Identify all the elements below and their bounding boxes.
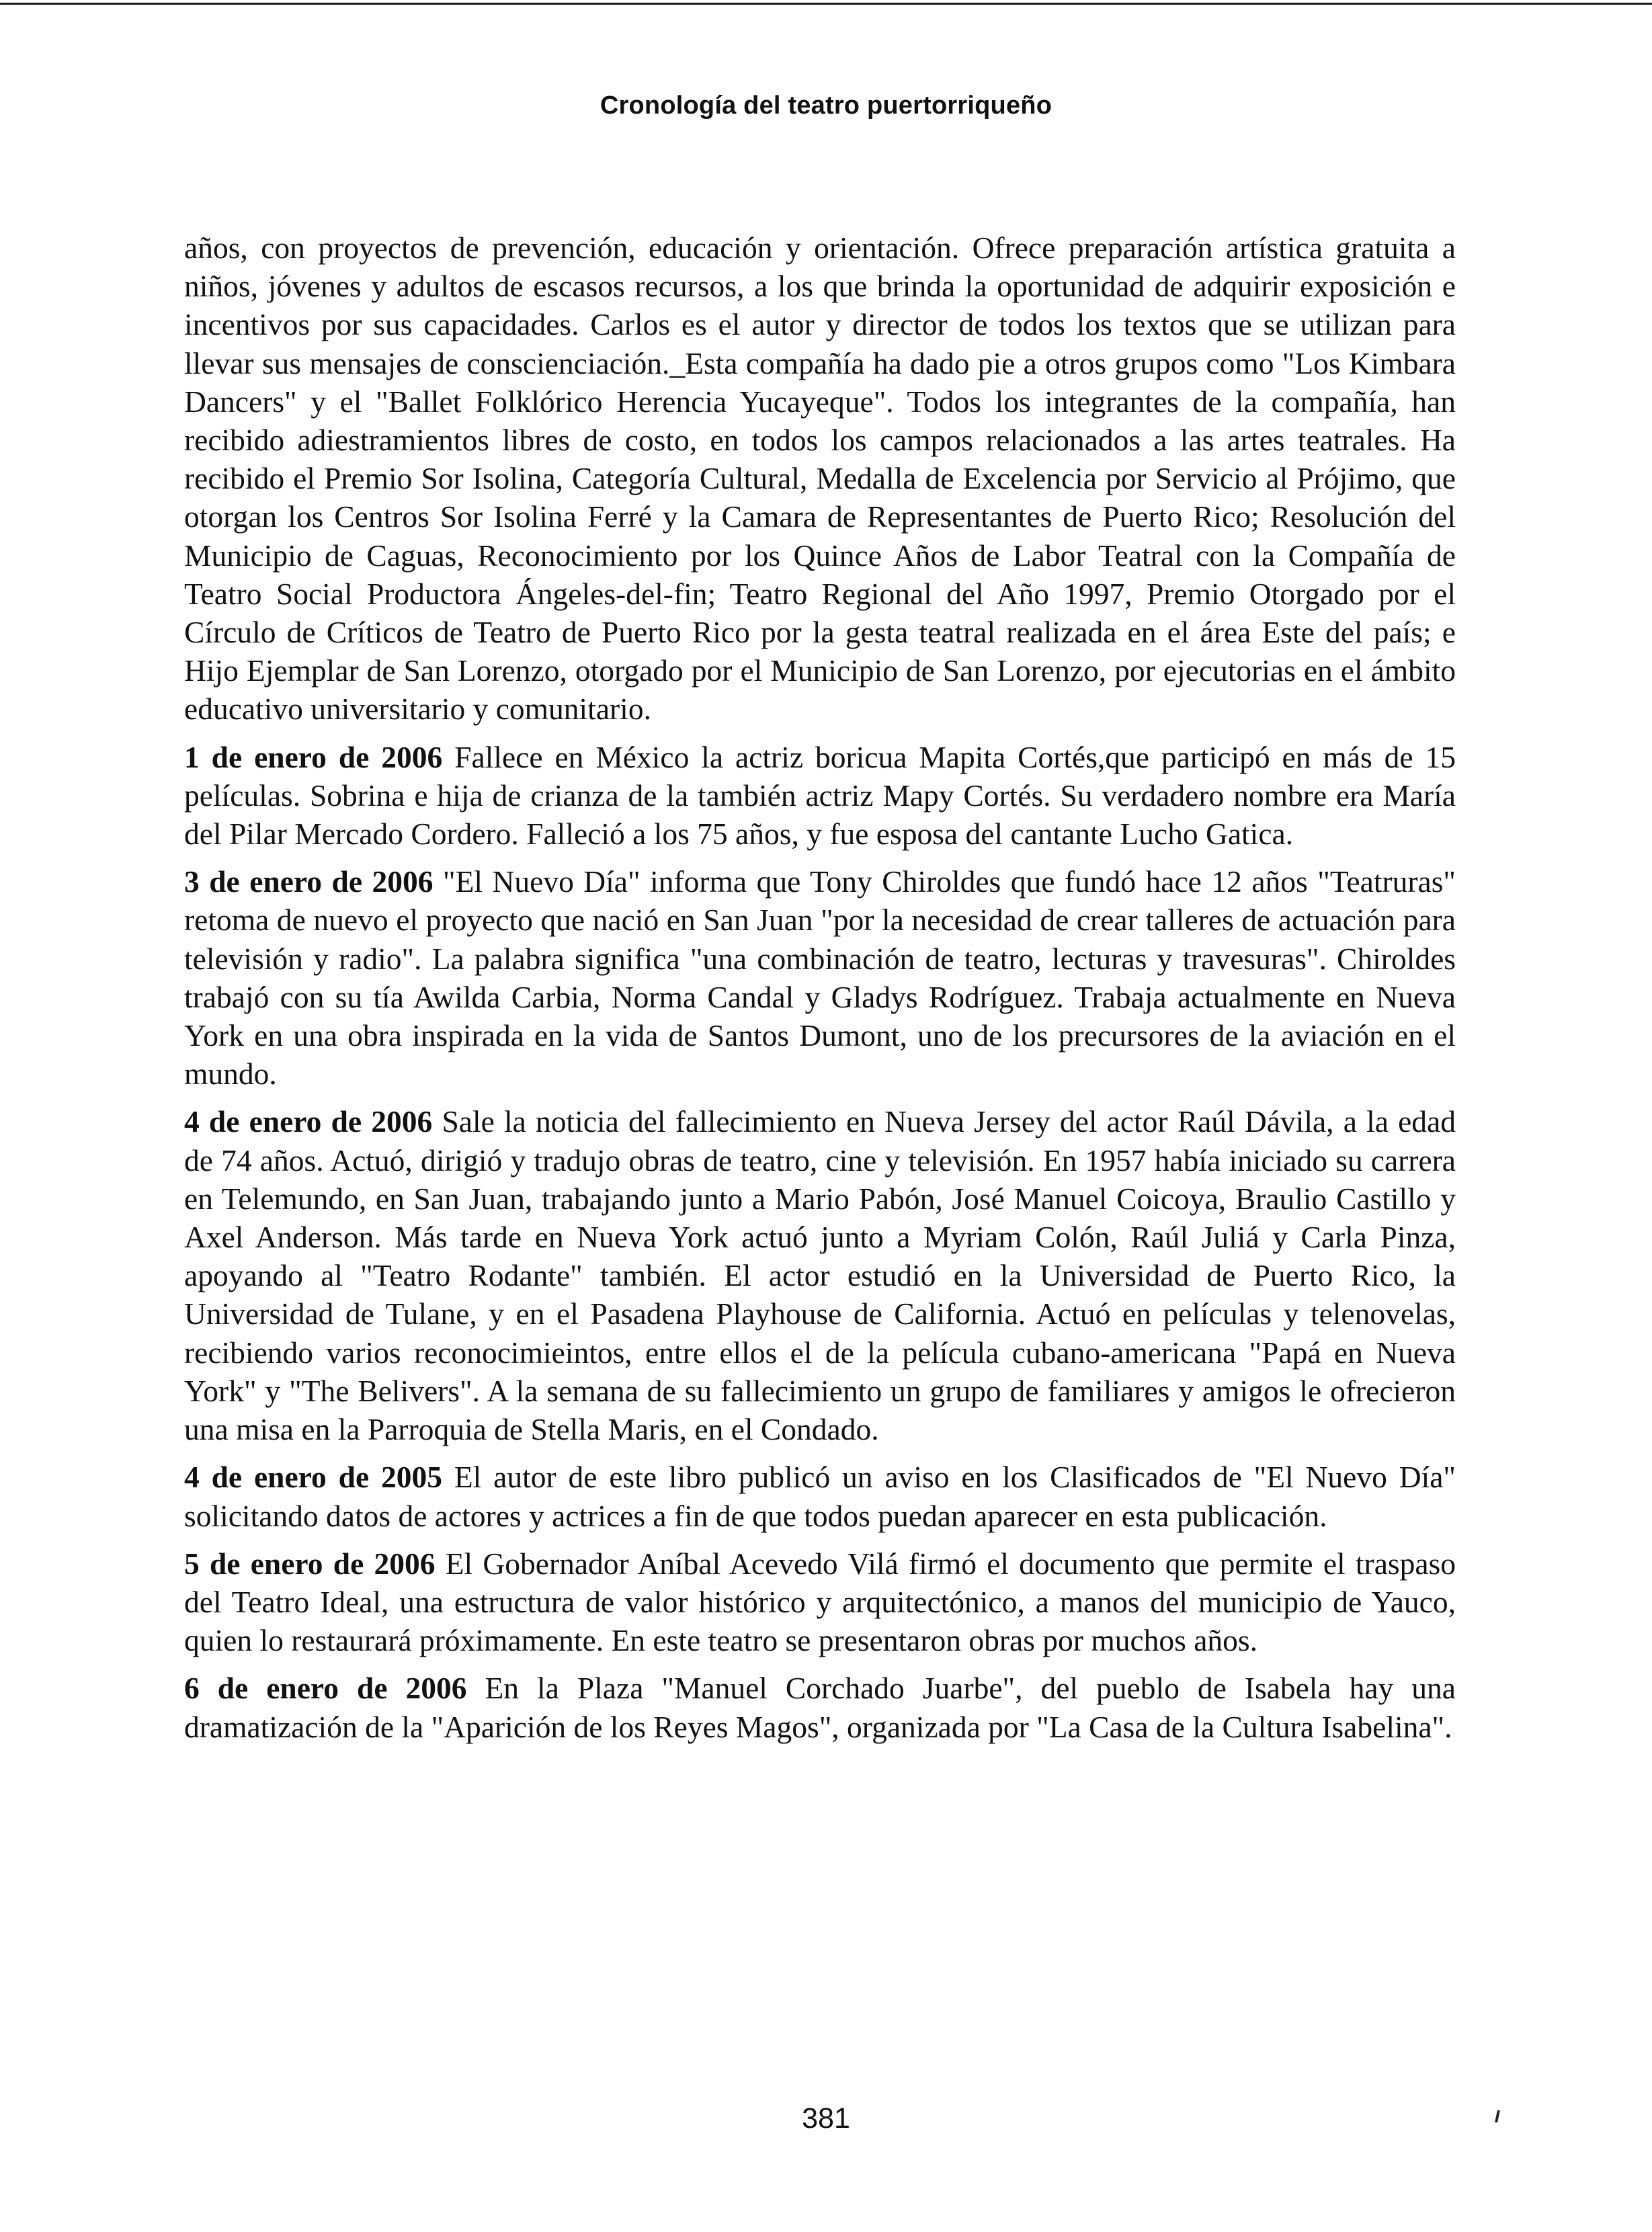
entry-text: "El Nuevo Día" informa que Tony Chiroldes que fundó hace 12 años "Teatruras" retoma de nuevo el proyecto que nació en San Juan "por la necesidad de crear talleres de actuación para televisión y radio". La palabra significa "una combinación de teatro, lecturas y travesuras". Chiroldes trabajó con su tía Awilda Carbia, Norma Candal y Gladys Rodríguez. Trabaja actualmente en Nueva York en una obra inspirada en la vida de Santos Dumont, uno de los precursores de la aviación en el mundo.: [184, 864, 1456, 1091]
entry-date: 5 de enero de 2006: [184, 1546, 436, 1581]
entry-text: El autor de este libro publicó un aviso en los Clasificados de "El Nuevo Día" solicitando datos de actores y actrices a fin de que todos puedan aparecer en esta publicación.: [184, 1460, 1456, 1533]
running-header: Cronología del teatro puertorriqueño: [600, 91, 1052, 120]
top-border-rule: [0, 3, 1652, 5]
chronology-entry: [184, 1458, 1456, 1534]
chronology-entry: [184, 862, 1456, 1093]
entry-date: 3 de enero de 2006: [184, 864, 433, 899]
continuation-paragraph: [184, 229, 1456, 729]
entry-text: El Gobernador Aníbal Acevedo Vilá firmó el documento que permite el traspaso del Teatro Ideal, una estructura de valor histórico y arquitectónico, a manos del municipio de Yauco, quien lo restaurará próximamente. En este teatro se presentaron obras por muchos años.: [184, 1546, 1456, 1658]
entry-date: 6 de enero de 2006: [184, 1671, 467, 1706]
chronology-entry: [184, 1669, 1456, 1745]
page-number: 381: [802, 2102, 850, 2135]
body-text: [184, 229, 1456, 1755]
chronology-entry: [184, 738, 1456, 854]
entry-text: Fallece en México la actriz boricua Mapita Cortés,que participó en más de 15 películas. Sobrina e hija de crianza de la también actriz Mapy Cortés. Su verdadero nombre era María del Pilar Mercado Cordero. Falleció a los 75 años, y fue esposa del cantante Lucho Gatica.: [184, 739, 1456, 852]
entry-date: 4 de enero de 2005: [184, 1460, 443, 1495]
chronology-entry: [184, 1102, 1456, 1448]
entry-text: años, con proyectos de prevención, educación y orientación. Ofrece preparación artística gratuita a niños, jóvenes y adultos de escasos recursos, a los que brinda la oportunidad de adquirir exposición e incentivos por sus capacidades. Carlos es el autor y director de todos los textos que se utilizan para llevar sus mensajes de conscienciación._Esta compañía ha dado pie a otros grupos como "Los Kimbara Dancers" y el "Ballet Folklórico Herencia Yucayeque". Todos los integrantes de la compañía, han recibido adiestramientos libres de costo, en todos los campos relacionados a las artes teatrales. Ha recibido el Premio Sor Isolina, Categoría Cultural, Medalla de Excelencia por Servicio al Prójimo, que otorgan los Centros Sor Isolina Ferré y la Camara de Representantes de Puerto Rico; Resolución del Municipio de Caguas, Reconocimiento por los Quince Años de Labor Teatral con la Compañía de Teatro Social Productora Ángeles-del-fin; Teatro Regional del Año 1997, Premio Otorgado por el Círculo de Críticos de Teatro de Puerto Rico por la gesta teatral realizada en el área Este del país; e Hijo Ejemplar de San Lorenzo, otorgado por el Municipio de San Lorenzo, por ejecutorias en el ámbito educativo universitario y comunitario.: [184, 231, 1456, 727]
entry-date: 1 de enero de 2006: [184, 739, 443, 774]
entry-text: Sale la noticia del fallecimiento en Nueva Jersey del actor Raúl Dávila, a la edad de 74 años. Actuó, dirigió y tradujo obras de teatro, cine y televisión. En 1957 había iniciado su carrera en Telemundo, en San Juan, trabajando junto a Mario Pabón, José Manuel Coicoya, Braulio Castillo y Axel Anderson. Más tarde en Nueva York actuó junto a Myriam Colón, Raúl Juliá y Carla Pinza, apoyando al "Teatro Rodante" también. El actor estudió en la Universidad de Puerto Rico, la Universidad de Tulane, y en el Pasadena Playhouse de California. Actuó en películas y telenovelas, recibiendo varios reconocimieintos, entre ellos el de la película cubano-americana "Papá en Nueva York" y "The Belivers". A la semana de su fallecimiento un grupo de familiares y amigos le ofrecieron una misa en la Parroquia de Stella Maris, en el Condado.: [184, 1104, 1456, 1447]
entry-date: 4 de enero de 2006: [184, 1104, 433, 1139]
entry-text: En la Plaza "Manuel Corchado Juarbe", del pueblo de Isabela hay una dramatización de la "Aparición de los Reyes Magos", organizada por "La Casa de la Cultura Isabelina".: [184, 1671, 1456, 1744]
chronology-entry: [184, 1544, 1456, 1660]
